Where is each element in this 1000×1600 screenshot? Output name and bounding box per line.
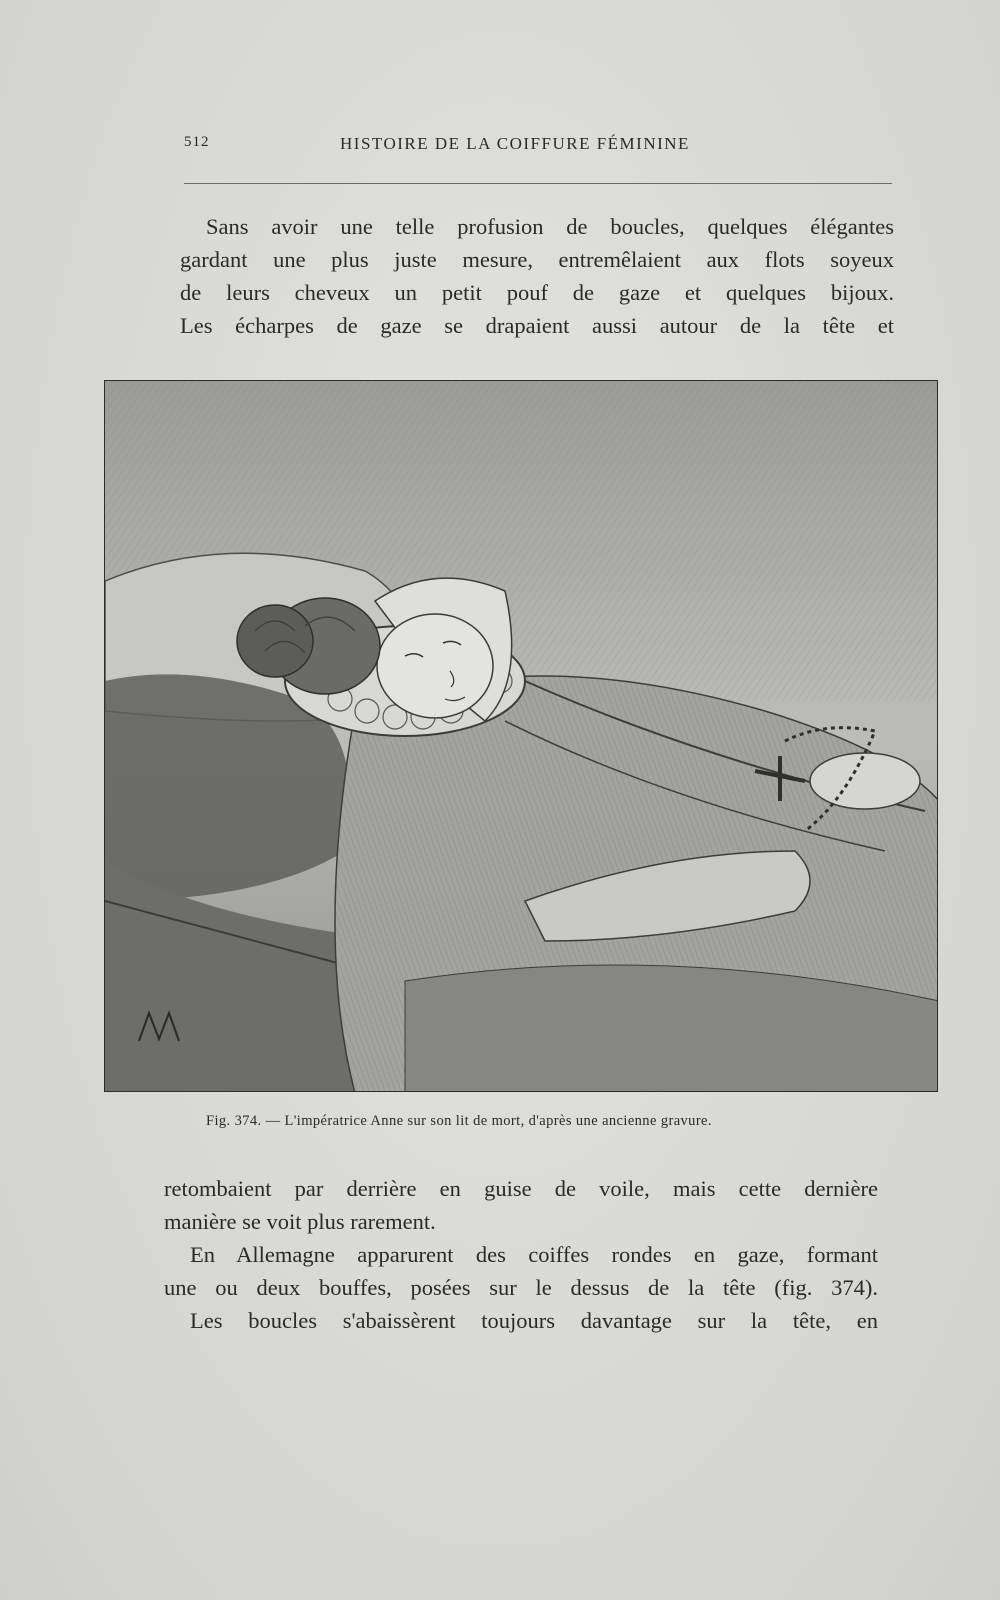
- header-rule: [184, 183, 892, 184]
- hair-bun: [237, 605, 313, 677]
- hands: [810, 753, 920, 809]
- paragraph-bottom: [164, 1172, 878, 1337]
- running-title: HISTOIRE DE LA COIFFURE FÉMININE: [340, 134, 690, 153]
- text-line: retombaient par derrière en guise de voile, mais cette dernière: [164, 1176, 878, 1201]
- text-line: En Allemagne apparurent des coiffes rondes en gaze, formant: [190, 1242, 878, 1267]
- figure-caption: Fig. 374. — L'impératrice Anne sur son lit de mort, d'après une ancienne gravure.: [206, 1113, 712, 1129]
- text-line: gardant une plus juste mesure, entremêlaient aux flots soyeux: [180, 247, 894, 272]
- text-line: Les boucles s'abaissèrent toujours davantage sur la tête, en: [190, 1308, 878, 1333]
- face: [377, 614, 493, 718]
- page-number: 512: [184, 134, 210, 150]
- paragraph-top: [180, 210, 894, 342]
- text-line: Sans avoir une telle profusion de boucles, quelques élégantes: [206, 214, 894, 239]
- text-line: Les écharpes de gaze se drapaient aussi autour de la tête et: [180, 313, 894, 338]
- engraving-figure: [104, 380, 938, 1092]
- text-line: manière se voit plus rarement.: [164, 1209, 436, 1234]
- text-line: une ou deux bouffes, posées sur le dessus de la tête (fig. 374).: [164, 1275, 878, 1300]
- text-line: de leurs cheveux un petit pouf de gaze et quelques bijoux.: [180, 280, 894, 305]
- running-header: [184, 132, 892, 162]
- engraving-illustration: [105, 381, 938, 1092]
